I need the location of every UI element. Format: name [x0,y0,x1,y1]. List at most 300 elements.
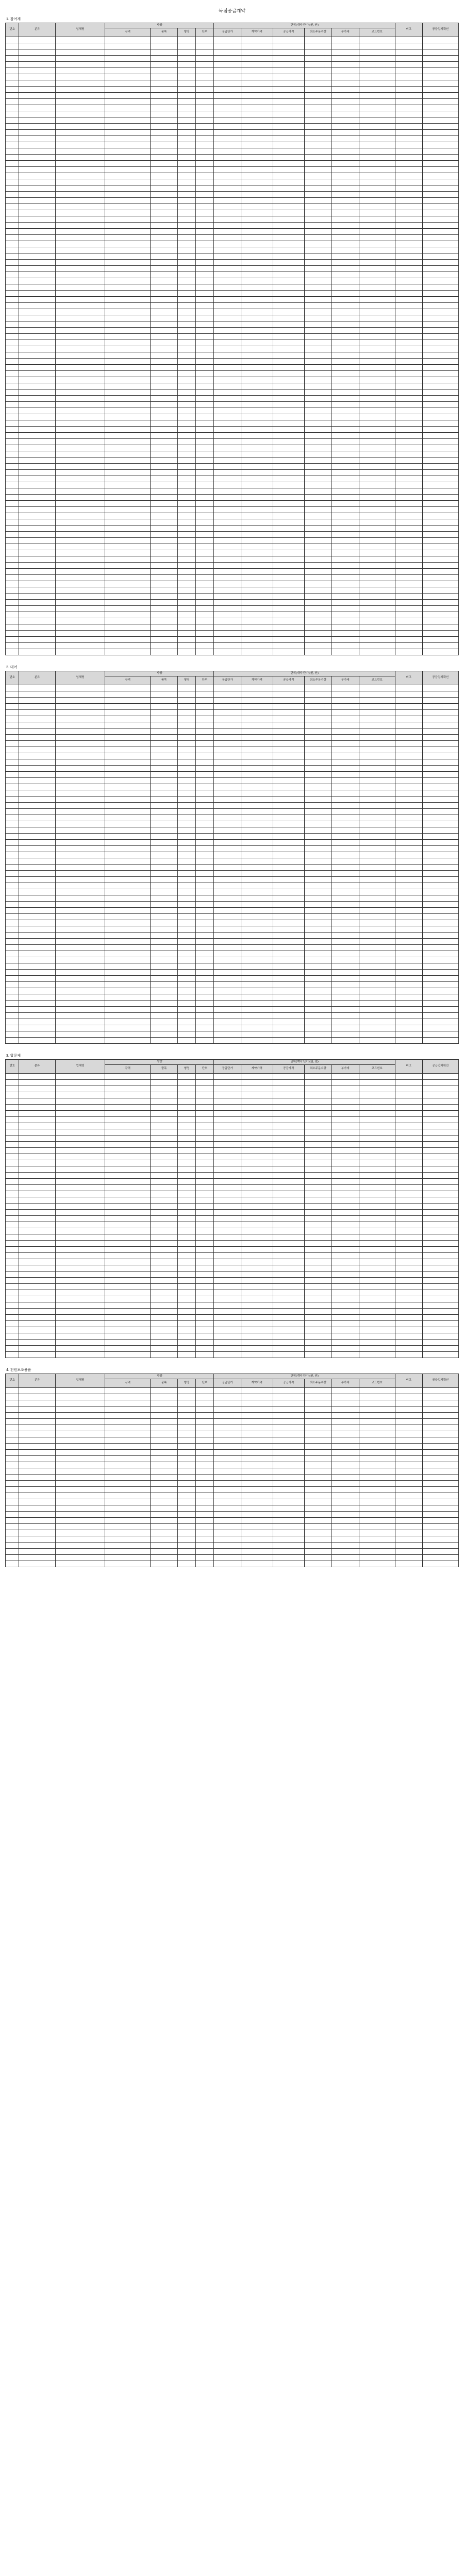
table-cell [19,796,55,803]
table-cell [55,1549,105,1555]
table-cell [19,1234,55,1241]
table-cell [305,1123,332,1129]
table-cell [359,1148,395,1154]
table-cell [214,1278,241,1284]
table-cell [151,803,178,809]
table-cell [55,216,105,223]
table-cell [359,321,395,328]
table-row [6,741,459,747]
table-cell [395,908,422,914]
table-cell [359,1437,395,1444]
table-cell [55,1327,105,1333]
table-cell [19,624,55,631]
table-cell [422,223,458,229]
table-cell [6,1524,19,1530]
table-cell [359,451,395,457]
table-cell [214,247,241,253]
table-cell [196,778,214,784]
table-cell [422,488,458,495]
table-cell [196,1025,214,1031]
table-row [6,371,459,377]
table-cell [241,396,273,402]
table-cell [151,99,178,105]
table-cell [6,1259,19,1265]
table-row [6,796,459,803]
table-cell [6,865,19,871]
table-cell [273,908,305,914]
table-cell [422,383,458,389]
table-row [6,877,459,883]
table-cell [214,871,241,877]
table-cell [6,1216,19,1222]
table-cell [177,1216,195,1222]
table-cell [19,1166,55,1173]
table-cell [105,1210,151,1216]
table-cell [177,74,195,80]
table-cell [359,1481,395,1487]
table-row [6,852,459,858]
table-row [6,1154,459,1160]
table-cell [196,1129,214,1136]
table-cell [395,895,422,902]
table-cell [6,1419,19,1425]
table-cell [196,439,214,445]
table-cell [241,223,273,229]
table-cell [395,957,422,963]
table-cell [359,427,395,433]
table-cell [6,272,19,278]
table-cell [359,1204,395,1210]
table-row [6,1031,459,1038]
table-cell [273,1092,305,1098]
table-cell [6,994,19,1001]
table-cell [151,272,178,278]
table-cell [19,1074,55,1080]
table-cell [241,1327,273,1333]
table-cell [196,803,214,809]
table-cell [332,569,359,575]
table-cell [214,1241,241,1247]
table-cell [151,963,178,970]
table-cell [177,241,195,247]
table-cell [305,753,332,759]
table-cell [151,1272,178,1278]
table-cell [105,1166,151,1173]
table-cell [359,1462,395,1468]
table-cell [151,1154,178,1160]
table-cell [422,179,458,185]
table-cell [359,1536,395,1543]
table-cell [241,155,273,161]
table-cell [332,315,359,321]
table-cell [305,1481,332,1487]
table-cell [241,1038,273,1044]
table-cell [332,766,359,772]
table-cell [332,1512,359,1518]
table-cell [422,155,458,161]
table-cell [55,1302,105,1309]
table-cell [241,538,273,544]
table-cell [196,235,214,241]
table-cell [422,698,458,704]
table-cell [422,685,458,691]
table-cell [395,1437,422,1444]
table-cell [273,796,305,803]
table-row [6,464,459,470]
table-cell [105,383,151,389]
table-cell [19,766,55,772]
table-cell [105,1444,151,1450]
table-cell [55,1388,105,1394]
table-cell [395,1228,422,1234]
table-cell [395,482,422,488]
table-cell [273,631,305,637]
table-cell [395,735,422,741]
table-cell [422,815,458,821]
table-cell [196,99,214,105]
table-cell [359,827,395,834]
table-cell [105,1105,151,1111]
table-cell [332,1302,359,1309]
table-cell [177,728,195,735]
table-cell [422,291,458,297]
table-cell [151,1129,178,1136]
table-cell [151,1352,178,1358]
table-body [6,37,459,655]
table-cell [55,827,105,834]
table-cell [359,315,395,321]
table-cell [105,852,151,858]
table-cell [422,1419,458,1425]
table-cell [214,945,241,951]
table-cell [6,710,19,716]
table-cell [151,1290,178,1296]
table-cell [55,1413,105,1419]
table-cell [177,526,195,532]
table-cell [214,716,241,722]
table-cell [6,1105,19,1111]
table-cell [273,538,305,544]
table-cell [241,710,273,716]
table-cell [55,1406,105,1413]
table-cell [177,1493,195,1499]
table-cell [6,631,19,637]
table-row [6,117,459,124]
table-cell [305,618,332,624]
table-cell [196,544,214,550]
table-cell [359,735,395,741]
table-cell [395,1450,422,1456]
table-cell [177,902,195,908]
section-3 [5,1053,459,1358]
table-cell [359,1247,395,1253]
table-cell [305,649,332,655]
table-cell [305,704,332,710]
table-cell [214,698,241,704]
table-cell [359,1111,395,1117]
table-cell [241,1001,273,1007]
table-cell [305,501,332,507]
table-cell [151,87,178,93]
table-cell [151,56,178,62]
table-cell [55,1148,105,1154]
table-cell [105,532,151,538]
table-cell [55,408,105,414]
table-cell [241,1450,273,1456]
table-cell [177,741,195,747]
table-cell [55,753,105,759]
table-cell [305,1160,332,1166]
table-cell [177,1166,195,1173]
table-cell [19,569,55,575]
table-cell [151,488,178,495]
table-cell [177,507,195,513]
table-cell [273,933,305,939]
table-cell [273,1456,305,1462]
table-cell [55,612,105,618]
table-cell [55,49,105,56]
table-cell [332,1278,359,1284]
table-cell [241,728,273,735]
table-cell [241,698,273,704]
table-cell [359,117,395,124]
table-cell [214,198,241,204]
table-cell [105,569,151,575]
table-cell [305,1148,332,1154]
table-cell [214,865,241,871]
table-cell [19,136,55,142]
table-cell [6,253,19,260]
table-cell [359,778,395,784]
table-cell [19,716,55,722]
table-cell [151,753,178,759]
table-cell [55,1001,105,1007]
table-cell [273,383,305,389]
table-cell [422,1468,458,1475]
table-cell [105,1536,151,1543]
table-cell [105,1290,151,1296]
table-cell [196,563,214,569]
table-cell [273,482,305,488]
table-cell [395,136,422,142]
table-cell [241,691,273,698]
table-cell [273,920,305,926]
table-cell [105,1154,151,1160]
table-cell [422,192,458,198]
table-cell [305,371,332,377]
table-cell [241,1136,273,1142]
table-cell [55,439,105,445]
table-cell [359,445,395,451]
table-cell [196,266,214,272]
table-row [6,334,459,340]
table-cell [19,1475,55,1481]
table-cell [359,716,395,722]
table-cell [196,1346,214,1352]
table-cell [273,1284,305,1290]
table-cell [105,796,151,803]
table-cell [359,1425,395,1431]
table-cell [359,594,395,600]
table-cell [332,179,359,185]
table-cell [359,155,395,161]
table-row [6,587,459,594]
table-cell [332,105,359,111]
table-cell [273,328,305,334]
table-cell [151,939,178,945]
table-cell [55,204,105,210]
table-cell [241,1117,273,1123]
table-cell [332,840,359,846]
table-cell [332,846,359,852]
table-cell [214,470,241,476]
table-row [6,1499,459,1505]
table-cell [105,427,151,433]
table-cell [196,722,214,728]
table-cell [151,600,178,606]
table-cell [359,328,395,334]
table-cell [151,933,178,939]
table-row [6,1185,459,1191]
table-cell [422,704,458,710]
table-cell [55,148,105,155]
table-cell [151,1074,178,1080]
table-cell [177,334,195,340]
table-cell [6,840,19,846]
table-cell [332,1001,359,1007]
table-cell [177,155,195,161]
table-cell [395,1309,422,1315]
table-cell [151,1228,178,1234]
table-cell [305,1154,332,1160]
table-cell [359,1431,395,1437]
table-cell [55,433,105,439]
table-cell [241,340,273,346]
table-cell [55,963,105,970]
table-cell [196,328,214,334]
table-cell [305,1136,332,1142]
table-cell [19,926,55,933]
table-cell [151,229,178,235]
table-cell [214,1031,241,1038]
table-cell [332,957,359,963]
table-cell [105,902,151,908]
table-cell [332,618,359,624]
table-cell [241,649,273,655]
table-cell [105,1530,151,1536]
table-cell [6,834,19,840]
table-cell [332,1080,359,1086]
table-row [6,1290,459,1296]
table-cell [196,821,214,827]
table-cell [177,93,195,99]
table-cell [19,858,55,865]
table-cell [241,532,273,538]
table-cell [305,526,332,532]
table-cell [241,1179,273,1185]
table-cell [6,1333,19,1340]
table-cell [177,1265,195,1272]
table-cell [196,728,214,735]
table-cell [241,284,273,291]
table-cell [422,1197,458,1204]
table-cell [55,124,105,130]
table-cell [305,1543,332,1549]
table-cell [395,173,422,179]
table-cell [151,994,178,1001]
table-cell [332,1333,359,1340]
table-cell [305,889,332,895]
table-cell [177,908,195,914]
table-row [6,883,459,889]
table-cell [332,698,359,704]
table-cell [6,1450,19,1456]
table-cell [241,970,273,976]
table-cell [305,173,332,179]
table-cell [332,933,359,939]
table-cell [332,1222,359,1228]
table-cell [105,685,151,691]
table-cell [305,513,332,519]
table-cell [19,111,55,117]
table-cell [395,1148,422,1154]
table-cell [214,569,241,575]
table-cell [241,1074,273,1080]
table-cell [151,346,178,352]
table-cell [273,865,305,871]
table-cell [214,563,241,569]
table-cell [241,117,273,124]
table-cell [422,908,458,914]
table-cell [214,513,241,519]
table-cell [305,1327,332,1333]
table-cell [177,1302,195,1309]
table-cell [395,433,422,439]
table-cell [422,501,458,507]
table-cell [19,124,55,130]
table-cell [6,43,19,49]
table-cell [177,920,195,926]
table-cell [105,408,151,414]
table-cell [6,1518,19,1524]
table-cell [151,637,178,643]
table-cell [105,185,151,192]
table-cell [422,1191,458,1197]
table-cell [55,396,105,402]
col-model: 품목 [151,1379,178,1388]
table-cell [241,877,273,883]
table-cell [305,600,332,606]
table-cell [151,908,178,914]
table-cell [241,371,273,377]
col-no: 번호 [6,1060,19,1074]
table-cell [177,111,195,117]
table-cell [332,704,359,710]
table-cell [241,136,273,142]
table-cell [214,1437,241,1444]
table-cell [55,1437,105,1444]
table-cell [55,1136,105,1142]
table-cell [332,920,359,926]
table-cell [395,223,422,229]
table-cell [241,260,273,266]
table-cell [422,340,458,346]
table-cell [305,532,332,538]
table-cell [214,346,241,352]
table-cell [196,37,214,43]
table-cell [305,297,332,303]
table-cell [6,1340,19,1346]
